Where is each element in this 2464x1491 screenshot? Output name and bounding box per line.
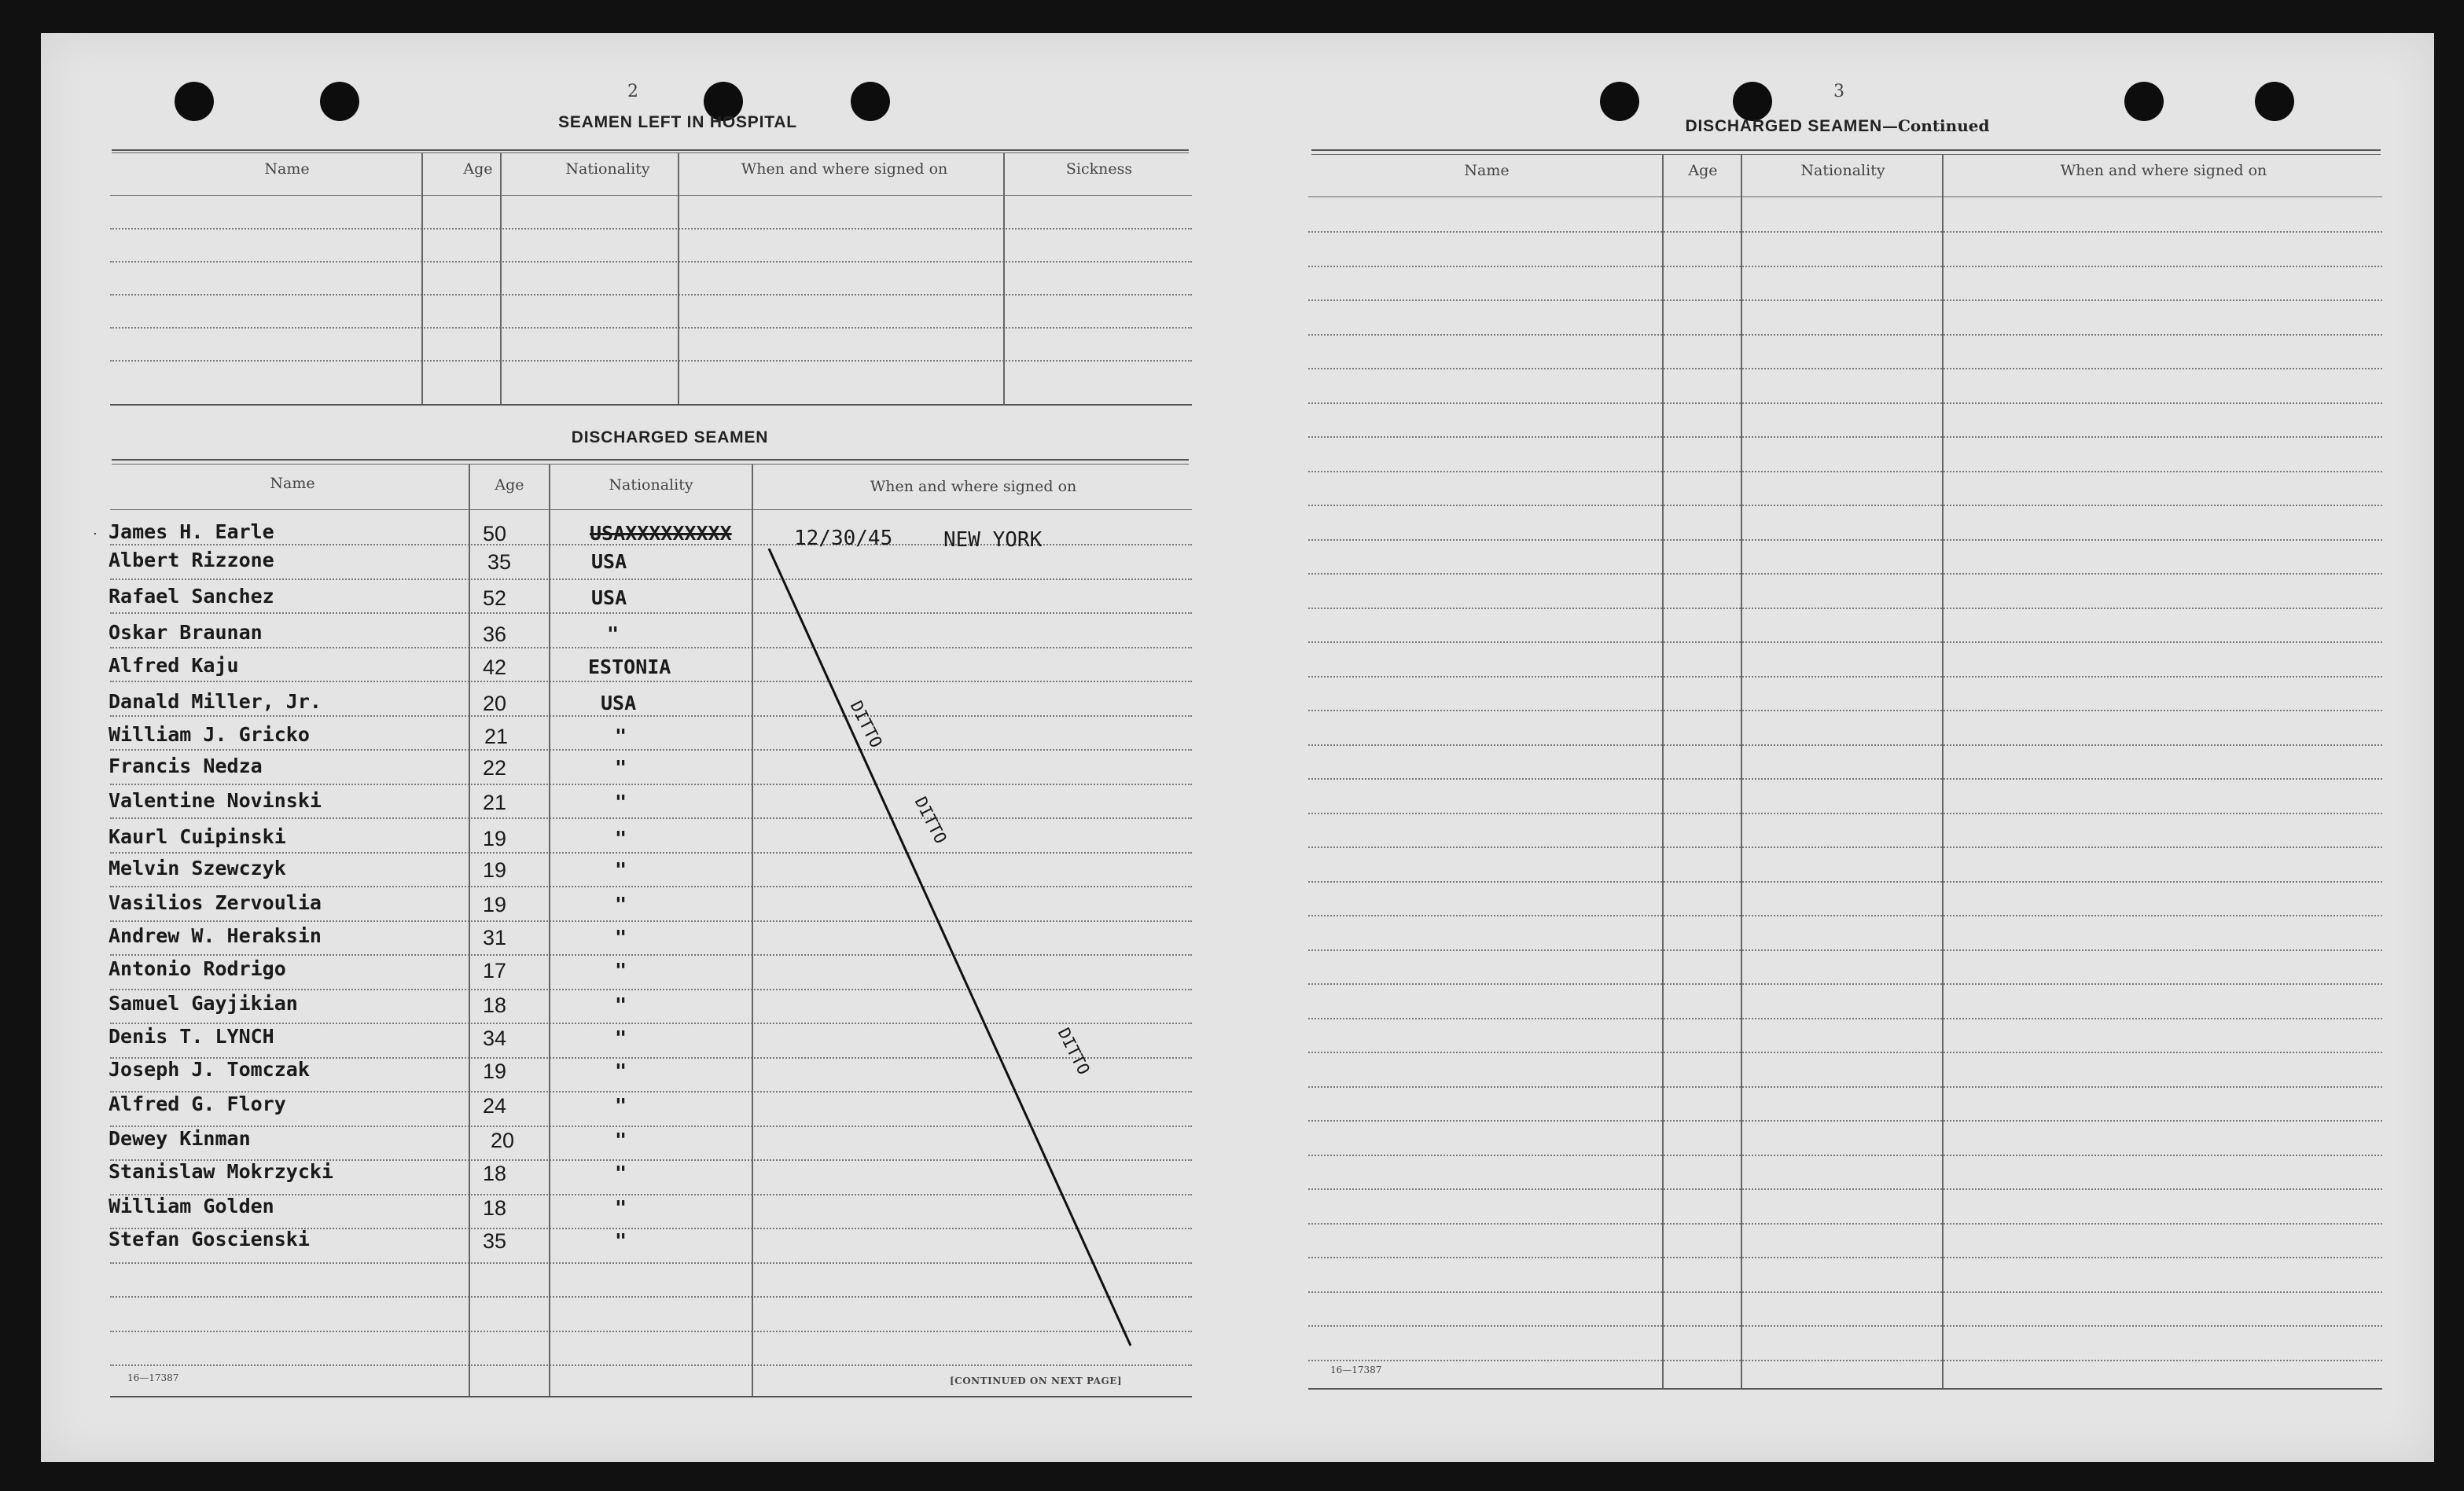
rule <box>1308 505 2382 506</box>
rule <box>1308 299 2382 301</box>
column-header-name: Name <box>270 475 315 492</box>
rule <box>1308 608 2382 609</box>
column-divider <box>1942 154 1944 1388</box>
rule <box>1308 1120 2382 1122</box>
rule <box>1308 1188 2382 1190</box>
page-number: 2 <box>627 82 638 101</box>
seaman-age: 20 <box>491 1129 515 1152</box>
seaman-age: 20 <box>483 692 507 715</box>
seaman-age: 42 <box>483 656 507 679</box>
seaman-nationality: " <box>607 622 620 645</box>
rule <box>1308 676 2382 678</box>
punch-hole <box>1600 82 1639 121</box>
rule <box>1308 744 2382 746</box>
seaman-nationality: USA <box>601 692 637 714</box>
seaman-name: Alfred G. Flory <box>108 1093 286 1115</box>
rule <box>1308 1223 2382 1225</box>
seaman-name: Andrew W. Heraksin <box>108 924 322 947</box>
seaman-name: Danald Miller, Jr. <box>108 690 322 713</box>
seaman-age: 24 <box>483 1094 507 1118</box>
seaman-name: Valentine Novinski <box>108 789 322 812</box>
rule <box>1308 1155 2382 1156</box>
seaman-name: Antonio Rodrigo <box>108 957 286 980</box>
section-title-hospital: SEAMEN LEFT IN HOSPITAL <box>558 113 797 131</box>
seaman-age: 21 <box>483 791 507 814</box>
column-header-signed-on: When and where signed on <box>870 478 1077 495</box>
seaman-age: 34 <box>483 1026 507 1050</box>
rule <box>1308 1360 2382 1361</box>
seaman-age: 18 <box>483 993 507 1017</box>
column-header-age: Age <box>495 476 524 494</box>
column-header-nationality: Nationality <box>565 160 650 178</box>
rule <box>1308 641 2382 643</box>
form-number: 16—17387 <box>127 1372 179 1383</box>
seaman-age: 36 <box>483 622 507 646</box>
punch-hole <box>2124 82 2164 121</box>
seaman-name: Kaurl Cuipinski <box>108 825 286 848</box>
seaman-name: Samuel Gayjikian <box>108 992 298 1015</box>
column-header-age: Age <box>463 160 493 178</box>
form-number: 16—17387 <box>1330 1364 1382 1375</box>
rule <box>1308 231 2382 233</box>
seaman-nationality: " <box>615 827 627 850</box>
seaman-nationality: " <box>615 1094 627 1117</box>
seaman-name: Rafael Sanchez <box>108 585 274 608</box>
seaman-nationality: " <box>615 926 627 949</box>
continued-note: [CONTINUED ON NEXT PAGE] <box>950 1375 1123 1386</box>
seaman-age: 17 <box>483 959 507 982</box>
seaman-nationality: USAXXXXXXXXX <box>590 522 732 545</box>
seaman-nationality: USA <box>591 550 627 573</box>
seaman-name: William J. Gricko <box>108 723 310 746</box>
column-header-name: Name <box>264 160 310 178</box>
seaman-age: 19 <box>483 1059 507 1083</box>
column-divider <box>1662 154 1664 1388</box>
document-sheet <box>41 33 2434 1462</box>
seaman-age: 31 <box>483 926 507 949</box>
seaman-name: Dewey Kinman <box>108 1127 251 1150</box>
rule <box>1311 149 2381 151</box>
seaman-name: William Golden <box>108 1195 274 1217</box>
punch-hole <box>2255 82 2294 121</box>
seaman-nationality: " <box>615 1196 627 1219</box>
seaman-age: 35 <box>487 550 512 574</box>
column-header-nationality: Nationality <box>609 476 693 494</box>
seaman-name: Albert Rizzone <box>108 549 274 571</box>
seaman-age: 19 <box>483 893 507 916</box>
seaman-nationality: " <box>615 1162 627 1184</box>
rule <box>1308 846 2382 848</box>
rule <box>1308 1291 2382 1293</box>
rule <box>1308 881 2382 883</box>
column-header-name: Name <box>1464 162 1510 179</box>
rule <box>1308 539 2382 541</box>
seaman-nationality: " <box>615 1129 627 1151</box>
rule <box>1308 949 2382 951</box>
seaman-nationality: " <box>615 959 627 982</box>
seaman-nationality: " <box>615 791 627 813</box>
seaman-age: 18 <box>483 1196 507 1220</box>
seaman-name: James H. Earle <box>108 520 274 543</box>
signed-on-date: 12/30/45 <box>794 527 893 550</box>
column-header-nationality: Nationality <box>1800 162 1885 179</box>
seaman-name: Stanislaw Mokrzycki <box>108 1160 333 1183</box>
rule <box>1308 196 2382 197</box>
seaman-age: 21 <box>484 725 509 748</box>
signed-on-place: NEW YORK <box>943 528 1043 552</box>
seaman-age: 19 <box>483 858 507 882</box>
column-header-sickness: Sickness <box>1065 160 1133 178</box>
seaman-age: 50 <box>483 522 507 545</box>
seaman-age: 22 <box>483 756 507 780</box>
rule <box>1308 1018 2382 1019</box>
rule <box>1308 778 2382 780</box>
column-header-signed-on: When and where signed on <box>741 160 948 178</box>
rule <box>1311 154 2381 155</box>
seaman-nationality: " <box>615 993 627 1016</box>
seaman-nationality: " <box>615 725 627 747</box>
rule <box>1308 436 2382 438</box>
column-header-signed-on: When and where signed on <box>2060 162 2267 179</box>
seaman-name: Joseph J. Tomczak <box>108 1058 310 1081</box>
seaman-nationality: " <box>615 893 627 916</box>
ditto-mark: DITTO <box>1054 1025 1094 1078</box>
rule <box>1308 334 2382 336</box>
seaman-nationality: ESTONIA <box>588 656 671 678</box>
rule <box>1308 983 2382 985</box>
seaman-nationality: " <box>615 1229 627 1252</box>
seaman-name: Alfred Kaju <box>108 654 239 677</box>
seaman-age: 19 <box>483 827 507 850</box>
rule <box>1308 402 2382 404</box>
seaman-name: Francis Nedza <box>108 755 263 777</box>
seaman-nationality: " <box>615 858 627 881</box>
seaman-nationality: " <box>615 1026 627 1049</box>
rule <box>1308 471 2382 472</box>
rule <box>1308 573 2382 575</box>
seaman-nationality: " <box>615 1059 627 1082</box>
seaman-age: 52 <box>483 586 507 610</box>
column-header-age: Age <box>1688 162 1718 179</box>
rule <box>1308 813 2382 814</box>
punch-hole <box>1733 82 1772 121</box>
ditto-mark: DITTO <box>910 794 951 847</box>
rule <box>1308 1086 2382 1088</box>
rule <box>1308 1257 2382 1258</box>
section-title-discharged: DISCHARGED SEAMEN <box>571 428 769 446</box>
section-title-suffix: —Continued <box>1882 116 1990 135</box>
rule <box>1308 1052 2382 1053</box>
section-title-text: DISCHARGED SEAMEN <box>1685 117 1883 135</box>
seaman-name: Melvin Szewczyk <box>108 857 286 880</box>
page-number: 3 <box>1833 82 1844 101</box>
seaman-name: Oskar Braunan <box>108 621 263 644</box>
ditto-mark: DITTO <box>846 698 886 751</box>
rule <box>1308 710 2382 711</box>
ditto-line <box>41 33 1220 1448</box>
rule <box>1308 1388 2382 1390</box>
seaman-name: Denis T. LYNCH <box>108 1025 274 1048</box>
margin-dot: . <box>93 522 97 538</box>
rule <box>1308 368 2382 369</box>
seaman-name: Stefan Goscienski <box>108 1228 310 1250</box>
seaman-age: 35 <box>483 1229 507 1253</box>
seaman-nationality: USA <box>591 586 627 609</box>
rule <box>1308 266 2382 267</box>
seaman-nationality: " <box>615 756 627 779</box>
column-divider <box>1741 154 1742 1388</box>
rule <box>1308 1325 2382 1327</box>
rule <box>1308 915 2382 916</box>
seaman-age: 18 <box>483 1162 507 1185</box>
seaman-name: Vasilios Zervoulia <box>108 891 322 914</box>
section-title-discharged-continued <box>1660 116 2014 136</box>
